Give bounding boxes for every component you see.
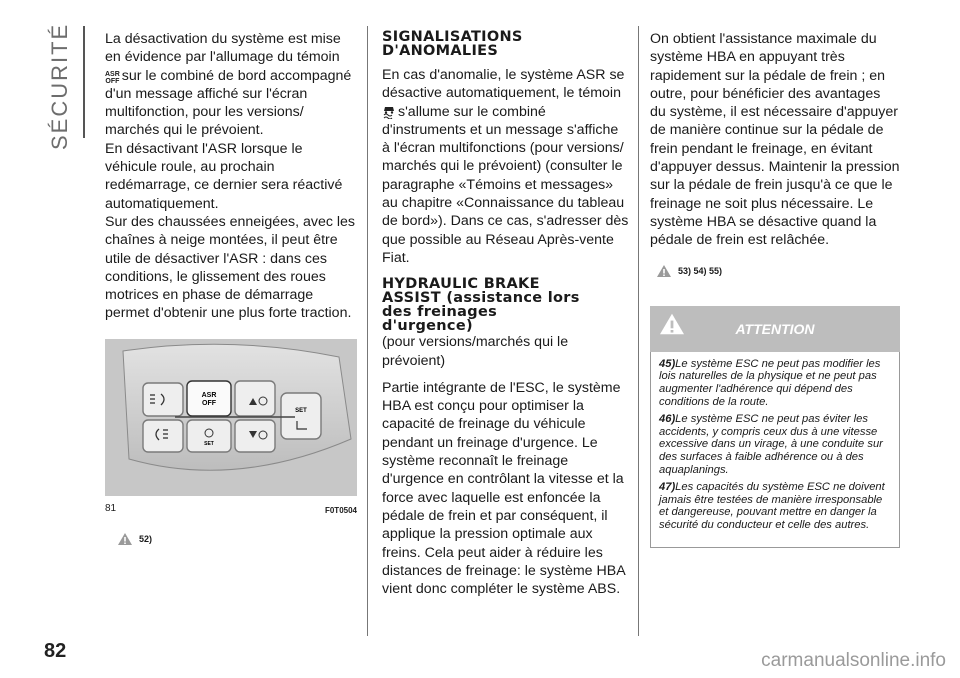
paragraph: On obtient l'assistance maximale du système HBA en appuyant très rapidement sur la pédale de frein ; en outre, pour bénéficier des avantages du système, il est nécessaire d'appuyer de manière continue sur la pédale de frein pendant le freinage, en évitant d'appuyer dessus. Maintenir la pression sur la pédale de frein jusqu'à ce que le freinage ne soit plus nécessaire. Le système HBA se désactive quand la pédale de frein est relâchée. — [650, 31, 900, 249]
warning-ref — [656, 262, 900, 280]
column-2 — [382, 30, 630, 598]
attention-item-number: 47) — [659, 481, 676, 494]
figure-set-label: SET — [295, 407, 307, 414]
column-1 — [105, 30, 357, 548]
esc-warning-icon — [382, 105, 396, 119]
figure-set-small-label: SET — [204, 440, 214, 447]
attention-item — [659, 358, 893, 408]
button-panel-illustration — [105, 339, 357, 496]
column-divider — [638, 26, 639, 636]
paragraph: Sur des chaussées enneigées, avec les chaînes à neige montées, il peut être utile de désactiver l'ASR : dans ces conditions, le glissement des roues motrices en phase de démarrage permet d'obtenir une plus forte traction. — [105, 213, 356, 322]
attention-item — [659, 481, 893, 531]
attention-header — [650, 306, 900, 352]
attention-item-text: Le système ESC ne peut pas éviter les accidents, y compris ceux dus à une vitesse excessive dans un virage, à une conduite sur des surfaces à faible adhérence ou à des aquaplanings. — [659, 413, 883, 476]
attention-item-text: Le système ESC ne peut pas modifier les lois naturelles de la physique et ne peut pas augmenter l'adhérence qui dépend des conditions de la route. — [659, 357, 881, 408]
figure-code: F0T0504 — [324, 505, 357, 515]
paragraph-text: En cas d'anomalie, le système ASR se désactive automatiquement, le témoin — [382, 67, 625, 102]
attention-body — [650, 352, 900, 548]
page-number: 82 — [44, 640, 67, 662]
asr-off-warning-icon: ASR OFF — [105, 70, 120, 85]
attention-item-number: 45) — [659, 357, 676, 370]
attention-item-text: Les capacités du système ESC ne doivent jamais être testées de manière irresponsable et dangereuse, pouvant mettre en danger la sécurité du conducteur et celle des autres. — [659, 481, 885, 531]
warning-triangle-icon — [656, 264, 672, 278]
figure-asr-label-bottom: OFF — [202, 399, 216, 407]
column-divider — [367, 26, 368, 636]
section-title: SÉCURITÉ — [47, 22, 72, 150]
warning-triangle-icon — [117, 532, 133, 546]
attention-title: ATTENTION — [735, 320, 815, 337]
paragraph: Partie intégrante de l'ESC, le système HBA est conçu pour optimiser la capacité de freinage du véhicule pendant un freinage d'urgence. Le système reconnaît le freinage d'urgence en contrôlant la vitesse et la force avec laquelle est enfoncée la pédale de frein et par conséquent, il applique la pression optimale aux freins. Cela peut aider à réduire les distances de freinage: le système HBA vient donc compléter le système ABS. — [382, 379, 625, 598]
paragraph-text: sur le combiné de bord accompagné d'un message affiché sur l'écran multifonction, pour les versions/ marchés qui le prévoient. — [105, 67, 352, 139]
section-heading: HYDRAULIC BRAKE ASSIST (assistance lors des freinages d'urgence) — [382, 276, 580, 335]
attention-box — [650, 306, 900, 548]
figure-caption — [105, 500, 357, 520]
paragraph — [382, 66, 630, 267]
paragraph: En désactivant l'ASR lorsque le véhicule roule, au prochain redémarrage, ce dernier sera réactivé automatiquement. — [105, 140, 343, 212]
warning-ref — [117, 530, 357, 548]
paragraph — [105, 30, 357, 140]
figure-asr-button-panel — [105, 339, 357, 496]
paragraph-text: s'allume sur le combiné d'instruments et un message s'affiche à l'écran multifonctions (pour versions/ marchés qui le prévoient) (consulter le paragraphe «Témoins et messages» au chapitre «Connaissance du tableau de bord»). Dans ce cas, s'adresser dès que possible au Réseau Après-vente Fiat. — [382, 103, 629, 266]
attention-item — [659, 413, 893, 476]
figure-asr-label-top: ASR — [201, 391, 217, 399]
attention-item-number: 46) — [659, 413, 676, 426]
watermark: carmanualsonline.info — [761, 650, 946, 671]
column-3 — [650, 30, 900, 548]
warning-triangle-icon — [658, 312, 686, 336]
section-heading: SIGNALISATIONS D'ANOMALIES — [382, 29, 523, 59]
paragraph: (pour versions/marchés qui le prévoient) — [382, 334, 569, 369]
figure-number: 81 — [105, 502, 117, 514]
warning-ref-label: 52) — [139, 534, 153, 545]
warning-ref-label: 53) 54) 55) — [678, 265, 723, 276]
section-rule — [83, 26, 85, 138]
paragraph-text: La désactivation du système est mise en évidence par l'allumage du témoin — [105, 31, 341, 66]
